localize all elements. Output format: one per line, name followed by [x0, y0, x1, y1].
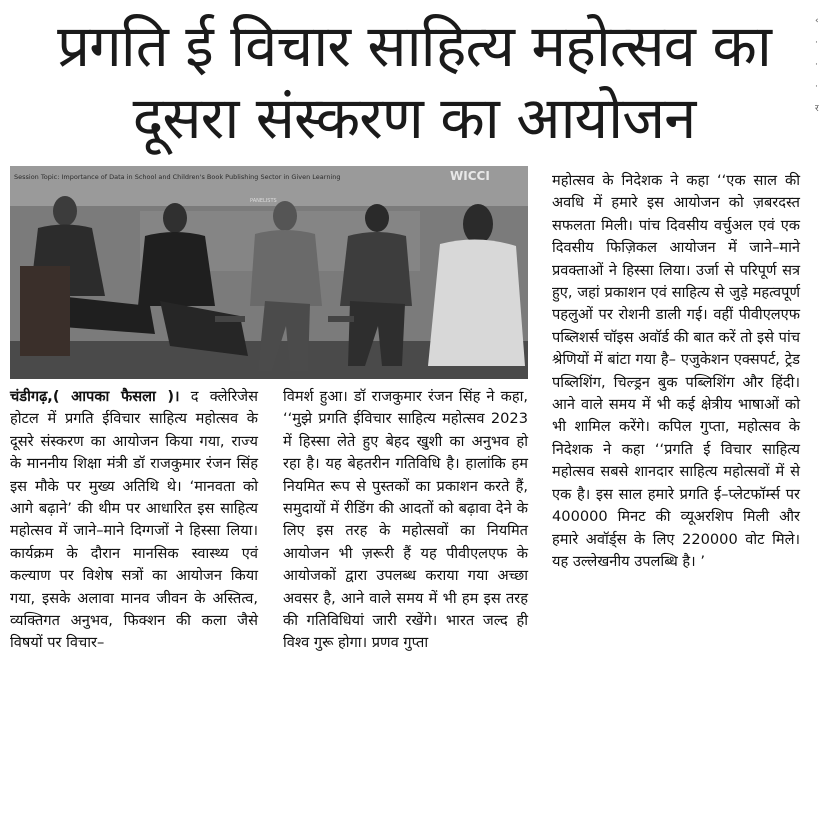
article-column-2 [283, 386, 528, 655]
headline-line-2: दूसरा संस्करण का आयोजन [132, 84, 696, 152]
edge-mark: · [815, 60, 818, 70]
photo-banner-text: Session Topic: Importance of Data in School and Children's Book Publishing Sector in Given Learning [14, 173, 341, 181]
adjacent-page-edge [815, 10, 828, 140]
edge-mark: · [815, 38, 818, 48]
headline-line-1: प्रगति ई विचार साहित्य महोत्सव का [57, 12, 771, 80]
article-text-column-2: विमर्श हुआ। डॉ राजकुमार रंजन सिंह ने कहा, ‘‘मुझे प्रगति ईविचार साहित्य महोत्सव 2023 में हिस्सा लेते हुए बेहद खुशी का अनुभव हो रहा है। यह बेहतरीन गतिविधि है। हालांकि हम नियमित रूप से पुस्तकों का प्रकाशन करते हैं, समुदायों में रीडिंग की आदतों को बढ़ावा देने के लिए इस तरह के महोत्सवों का नियमित आयोजन भी ज़रूरी हैं यह पीवीएलएफ के आयोजकों द्वारा उपलब्ध कराया गया अच्छा अवसर है, आने वाले समय में भी हम इस तरह की गतिविधियां जारी रखेंगे। भारत जल्द ही विश्व गुरू होगा। प्रणव गुप्ता [283, 388, 528, 652]
edge-mark: ‹ [815, 16, 819, 26]
article-column-1 [10, 386, 258, 655]
dateline: चंडीगढ़,( आपका फैसला )। [10, 388, 180, 405]
article-text-column-1: द क्लेरिजेस होटल में प्रगति ईविचार साहित्य महोत्सव के दूसरे संस्करण का आयोजन किया गया, राज्य के माननीय शिक्षा मंत्री डॉ राजकुमार रंजन सिंह इस मौके पर मुख्य अतिथि थे। ‘मानवता को आगे बढ़ाने’ की थीम पर आधारित इस साहित्य महोत्सव में जाने–माने दिग्गजों ने हिस्सा लिया। कार्यक्रम के दौरान मानसिक स्वास्थ्य एवं कल्याण पर विशेष सत्रों का आयोजन किया गया, इसके अलावा मानव जीवन के अस्तित्व, व्यक्तिगत अनुभव, फिक्शन की कला जैसे विषयों पर विचार– [10, 388, 258, 652]
article-column-3 [552, 170, 800, 573]
edge-mark: र [815, 104, 819, 114]
photo-panel-label: PANELISTS [250, 198, 277, 204]
panel-discussion-image [10, 166, 528, 379]
edge-mark: · [815, 82, 818, 92]
photo-logo-text: WICCI [450, 169, 490, 183]
article-text-column-3: महोत्सव के निदेशक ने कहा ‘‘एक साल की अवधि में हमारे इस आयोजन को ज़बरदस्त सफलता मिली। पांच दिवसीय वर्चुअल एवं एक दिवसीय फिज़िकल आयोजन में जाने–माने प्रवक्ताओं ने हिस्सा लिया। उर्जा से परिपूर्ण सत्र हुए, जहां प्रकाशन एवं साहित्य से जुड़े महत्वपूर्ण पहलुओं पर रोशनी डाली गई। वहीं पीवीएलएफ पब्लिशर्स चॉइस अवॉर्ड की बात करें तो इसे पांच श्रेणियों में बांटा गया है– एजुकेशन एक्सपर्ट, ट्रेड पब्लिशिंग, चिल्ड्रन बुक पब्लिशिंग और हिंदी। आने वाले समय में भी कई क्षेत्रीय भाषाओं को भी शामिल करेंगे। कपिल गुप्ता, महोत्सव के निदेशक ने कहा ‘‘प्रगति ई विचार साहित्य महोत्सव सबसे शानदार साहित्य महोत्सवों में से एक है। इस साल हमारे प्रगति ई–प्लेटफॉर्म्स पर 400000 मिनट की व्यूअरशिप मिली और हमारे अवॉर्ड्स के लिए 220000 वोट मिले। यह उल्लेखनीय उपलब्धि है। ’ [552, 172, 800, 570]
event-photo [10, 166, 528, 379]
